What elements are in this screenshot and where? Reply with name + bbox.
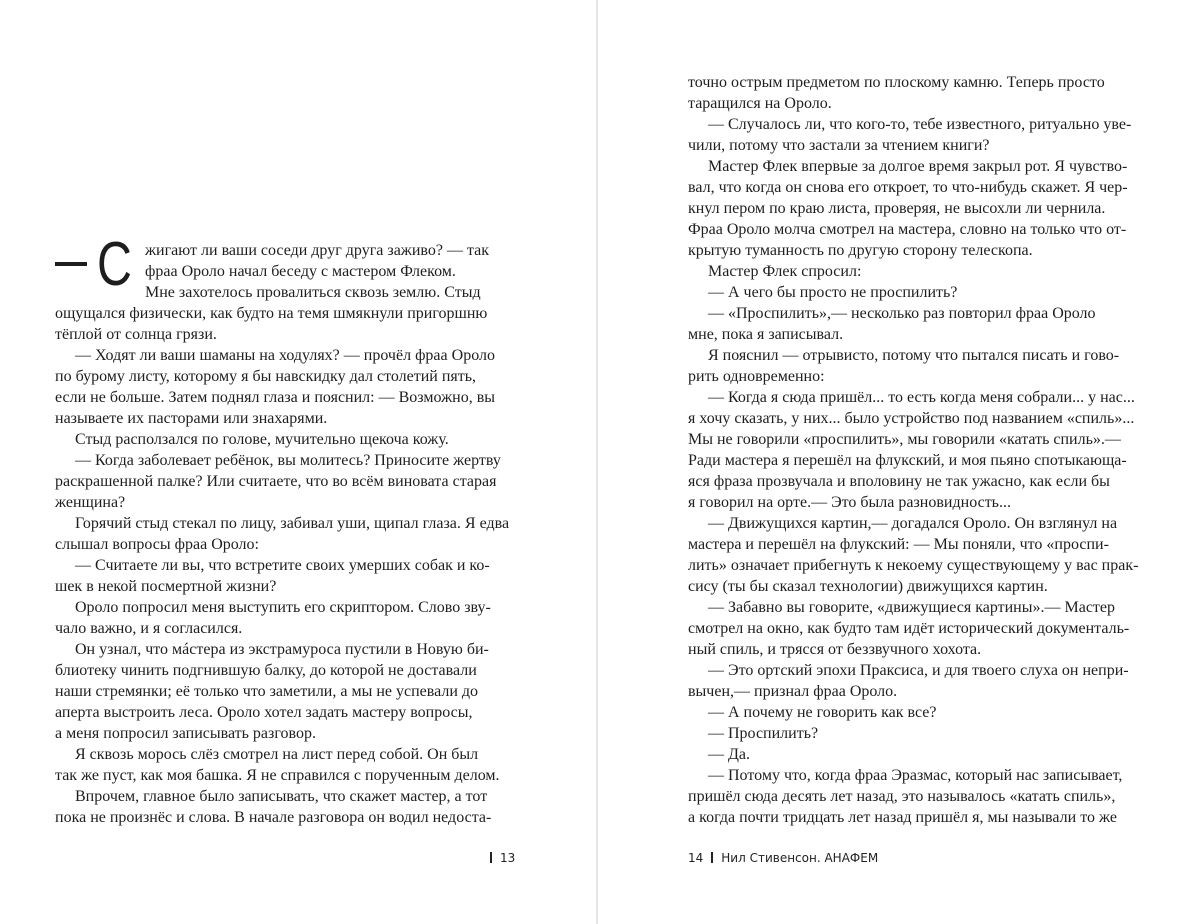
text-line: вычен,— признал фраа Ороло. bbox=[688, 683, 898, 700]
text-line: Мы не говорили «проспилить», мы говорили «катать спиль».— bbox=[688, 431, 1121, 448]
running-head: Нил Стивенсон. АНАФЕМ bbox=[721, 851, 879, 865]
text-line: смотрел на окно, как будто там идёт исторический документаль- bbox=[688, 620, 1130, 637]
text-line: — Случалось ли, что кого-то, тебе известного, ритуально увe- bbox=[708, 116, 1132, 133]
text-line: Ради мастера я перешёл на флукский, и моя пьяно спотыкающа- bbox=[688, 452, 1127, 469]
text-line: пришёл сюда десять лет назад, это называлось «катать спиль», bbox=[688, 788, 1116, 805]
text-line: мне, пока я записывал. bbox=[688, 326, 844, 343]
text-line: чили, потому что застали за чтением книги? bbox=[688, 137, 990, 154]
text-line: — А почему не говорить как все? bbox=[708, 704, 937, 721]
text-line: — Да. bbox=[708, 746, 751, 763]
text-line: блиотеку чинить подгнившую балку, до которой не доставали bbox=[55, 662, 477, 679]
text-line: — Потому что, когда фраа Эразмас, который нас записывает, bbox=[708, 767, 1123, 784]
text-line: наши стремянки; её только что заметили, а мы не успевали до bbox=[55, 683, 479, 700]
text-line: женщина? bbox=[55, 494, 126, 511]
left-page-text bbox=[55, 230, 510, 828]
text-line: а меня попросил записывать разговор. bbox=[55, 725, 316, 742]
text-line: — Забавно вы говорите, «движущиеся картины».— Мастер bbox=[708, 599, 1116, 616]
text-line: точно острым предметом по плоскому камню. Теперь просто bbox=[688, 74, 1105, 91]
text-line: Горячий стыд стекал по лицу, забивал уши, щипал глаза. Я едва bbox=[75, 515, 510, 532]
text-line: слышал вопросы фраа Ороло: bbox=[55, 536, 259, 553]
text-line: так же пуст, как моя башка. Я не справился с порученным делом. bbox=[55, 767, 500, 784]
text-line: ный спиль, и трясся от беззвучного хохота. bbox=[688, 641, 982, 658]
text-line: Впрочем, главное было записывать, что скажет мастер, а тот bbox=[75, 788, 488, 805]
text-line: сису (ты бы сказал технологии) движущихся картин. bbox=[688, 578, 1048, 595]
text-line: Я пояснил — отрывисто, потому что пытался писать и гово- bbox=[708, 347, 1120, 364]
text-line: — Проспилить? bbox=[708, 725, 819, 742]
right-page-text bbox=[688, 72, 1144, 828]
opening-dropcap-block bbox=[55, 230, 510, 303]
text-line: — А чего бы просто не проспилить? bbox=[708, 284, 958, 301]
text-line: яся фраза прозвучала и вполовину не так ужасно, как если бы bbox=[688, 473, 1110, 490]
text-line: — «Проспилить»,— несколько раз повторил фраа Ороло bbox=[708, 305, 1096, 322]
text-line: — Когда я сюда пришёл... то есть когда меня собрали... у нас... bbox=[708, 389, 1135, 406]
text-line: Стыд расползался по голове, мучительно щекоча кожу. bbox=[75, 431, 449, 448]
text-line: ощущался физически, как будто на темя шмякнули пригоршню bbox=[55, 305, 488, 322]
text-line: шек в некой посмертной жизни? bbox=[55, 578, 277, 595]
left-page-folio bbox=[482, 850, 515, 866]
text-line: раскрашенной палке? Или считаете, что во всём виновата старая bbox=[55, 473, 497, 490]
folio-separator bbox=[490, 852, 492, 863]
text-line: жигают ли ваши соседи друг друга заживо? — так bbox=[145, 242, 490, 259]
page-number-left: 13 bbox=[500, 851, 516, 865]
text-line: фраа Ороло начал беседу с мастером Флеком. bbox=[145, 263, 456, 280]
text-line: рить одновременно: bbox=[688, 368, 825, 385]
text-line: кнул пером по краю листа, проверяя, не высохли ли чернила. bbox=[688, 200, 1106, 217]
text-line: вал, что когда он снова его откроет, то что-нибудь скажет. Я чер- bbox=[688, 179, 1128, 196]
text-line: — Это ортский эпохи Праксиса, и для твоего слуха он непри- bbox=[708, 662, 1129, 679]
drop-cap-letter: С bbox=[97, 230, 132, 299]
text-line: Он узнал, что мáстера из экстрамуроса пустили в Новую би- bbox=[75, 641, 489, 658]
text-line: тёплой от солнца грязи. bbox=[55, 326, 217, 343]
text-line: — Движущихся картин,— догадался Ороло. Он взглянул на bbox=[708, 515, 1118, 532]
text-line: — Ходят ли ваши шаманы на ходулях? — прочёл фраа Ороло bbox=[75, 347, 495, 364]
text-line: Мне захотелось провалиться сквозь землю. Стыд bbox=[145, 284, 481, 301]
text-line: чало важно, и я согласился. bbox=[55, 620, 243, 637]
text-line: я хочу сказать, у них... было устройство под названием «спиль»... bbox=[688, 410, 1135, 427]
text-line: Мастер Флек спросил: bbox=[708, 263, 862, 280]
text-line: лить» означает прибегнуть к некоему существующему у вас прак- bbox=[688, 557, 1139, 574]
text-line: а когда почти тридцать лет назад пришёл я, мы называли то же bbox=[688, 809, 1117, 826]
folio-separator bbox=[711, 852, 713, 863]
text-line: называете их пасторами или знахарями. bbox=[55, 410, 328, 427]
text-line: таращился на Ороло. bbox=[688, 95, 832, 112]
text-line: пока не произнёс и слова. В начале разговора он водил недоста- bbox=[55, 809, 492, 826]
text-line: по бурому листу, которому я бы навскидку дал столетий пять, bbox=[55, 368, 477, 385]
drop-dash bbox=[55, 262, 87, 266]
text-line: Фраа Ороло молча смотрел на мастера, словно на только что от- bbox=[688, 221, 1127, 238]
text-line: если не больше. Затем поднял глаза и пояснил: — Возможно, вы bbox=[55, 389, 496, 406]
text-line: Ороло попросил меня выступить его скриптором. Слово зву- bbox=[75, 599, 491, 616]
text-line: Мастер Флек впервые за долгое время закрыл рот. Я чувство- bbox=[708, 158, 1128, 175]
text-line: я говорил на орте.— Это была разновидность... bbox=[688, 494, 1011, 511]
page-number-right: 14 bbox=[688, 851, 704, 865]
text-line: мастера и перешёл на флукский: — Мы поняли, что «проспи- bbox=[688, 536, 1109, 553]
text-line: крытую туманность по другую сторону телескопа. bbox=[688, 242, 1033, 259]
right-page-folio bbox=[688, 850, 878, 866]
text-line: Я сквозь морось слёз смотрел на лист перед собой. Он был bbox=[75, 746, 479, 763]
text-line: — Когда заболевает ребёнок, вы молитесь? Приносите жертву bbox=[75, 452, 501, 469]
text-line: аперта выстроить леса. Ороло хотел задать мастеру вопросы, bbox=[55, 704, 473, 721]
text-line: — Считаете ли вы, что встретите своих умерших собак и ко- bbox=[75, 557, 490, 574]
